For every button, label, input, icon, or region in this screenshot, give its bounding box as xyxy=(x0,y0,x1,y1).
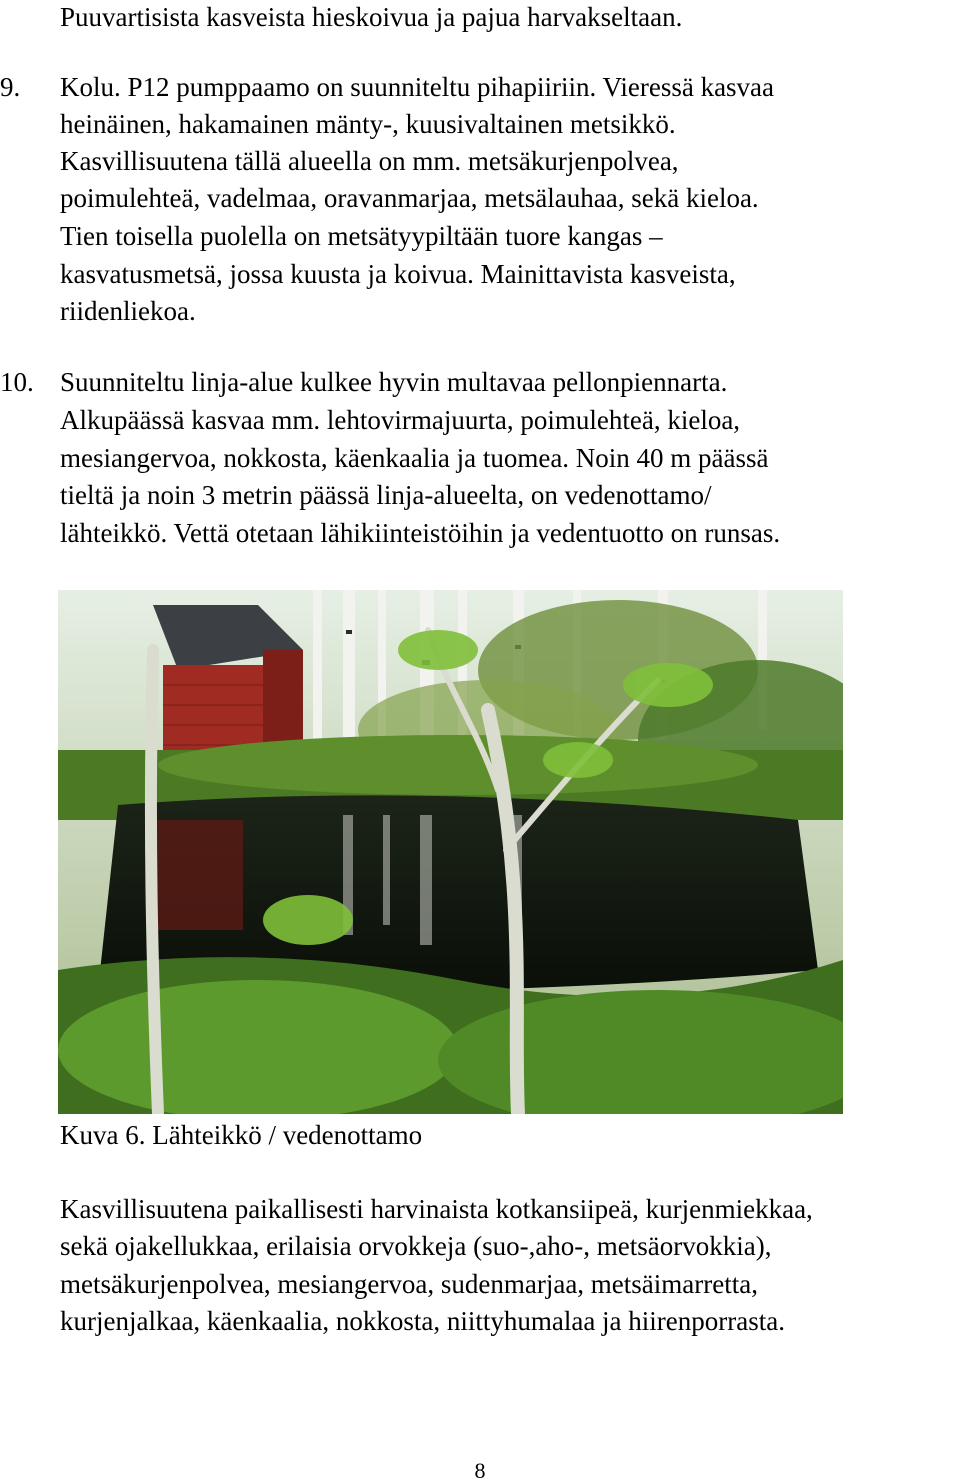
list-item-text: poimulehteä, vadelmaa, oravanmarjaa, metsälauhaa, sekä kieloa. xyxy=(60,183,759,213)
list-item-text: lähteikkö. Vettä otetaan lähikiinteistöihin ja vedentuotto on runsas. xyxy=(60,518,781,548)
paragraph-line: Kasvillisuutena paikallisesti harvinaista kotkansiipeä, kurjenmiekkaa, xyxy=(60,1194,813,1224)
list-number: 10. xyxy=(0,367,34,397)
photo-illustration xyxy=(58,590,843,1114)
list-item-text: tieltä ja noin 3 metrin päässä linja-alueelta, on vedenottamo/ xyxy=(60,480,712,510)
list-item-text: Kolu. P12 pumppaamo on suunniteltu pihapiiriin. Vieressä kasvaa xyxy=(60,72,775,102)
intro-paragraph: Puuvartisista kasveista hieskoivua ja pajua harvakseltaan. xyxy=(60,2,683,32)
list-number: 9. xyxy=(0,72,21,102)
page-number: 8 xyxy=(474,1458,486,1483)
list-item-text: Alkupäässä kasvaa mm. lehtovirmajuurta, poimulehteä, kieloa, xyxy=(60,405,741,435)
list-item-text: kasvatusmetsä, jossa kuusta ja koivua. Mainittavista kasveista, xyxy=(60,259,736,289)
paragraph-line: metsäkurjenpolvea, mesiangervoa, sudenmarjaa, metsäimarretta, xyxy=(60,1269,758,1299)
paragraph-line: sekä ojakellukkaa, erilaisia orvokkeja (suo-,aho-, metsäorvokkia), xyxy=(60,1231,772,1261)
paragraph-line: kurjenjalkaa, käenkaalia, nokkosta, niittyhumalaa ja hiirenporrasta. xyxy=(60,1306,785,1336)
list-item-text: mesiangervoa, nokkosta, käenkaalia ja tuomea. Noin 40 m päässä xyxy=(60,443,769,473)
list-item-text: heinäinen, hakamainen mänty-, kuusivaltainen metsikkö. xyxy=(60,109,676,139)
list-item-text: Tien toisella puolella on metsätyypiltään tuore kangas – xyxy=(60,221,663,251)
figure-caption: Kuva 6. Lähteikkö / vedenottamo xyxy=(60,1120,423,1150)
list-item-text: Kasvillisuutena tällä alueella on mm. metsäkurjenpolvea, xyxy=(60,146,679,176)
list-item-text: riidenliekoa. xyxy=(60,296,196,326)
spring-pond-photo xyxy=(58,590,843,1114)
list-item-text: Suunniteltu linja-alue kulkee hyvin multavaa pellonpiennarta. xyxy=(60,367,728,397)
